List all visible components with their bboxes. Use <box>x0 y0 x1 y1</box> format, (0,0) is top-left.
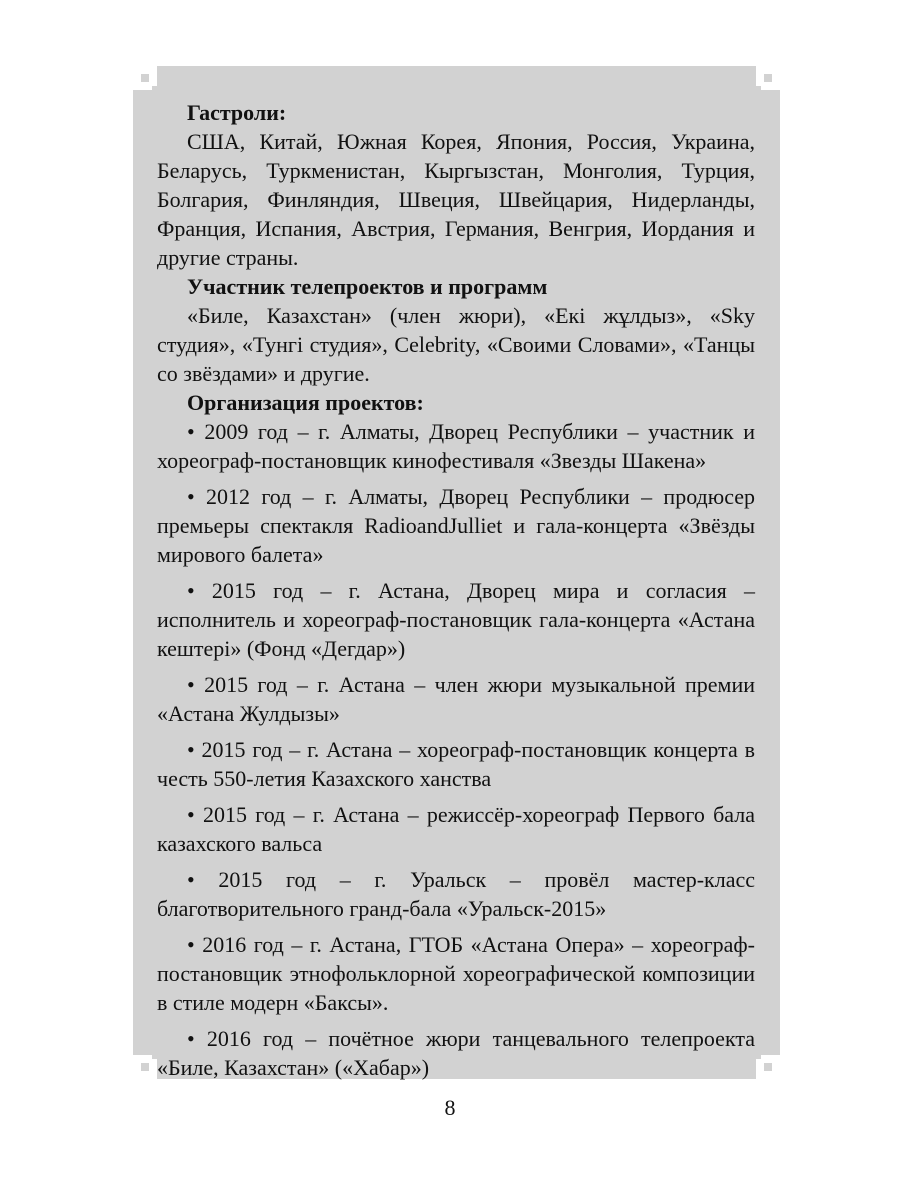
tv-text: «Биле, Казахстан» (член жюри), «Екі жұлдыз», «Sky студия», «Тунгі студия», Celebrity, «Своими Словами», «Танцы со звёздами» и другие. <box>157 303 755 386</box>
projects-heading: Организация проектов: <box>187 390 424 415</box>
project-item: • 2016 год – г. Астана, ГТОБ «Астана Опера» – хореограф-постановщик этнофольклорной хореографической композиции в стиле модерн «Баксы». <box>157 932 755 1015</box>
corner-ornament <box>152 86 158 92</box>
project-item: • 2015 год – г. Астана, Дворец мира и согласия – исполнитель и хореограф-постановщик гала-концерта «Астана кештері» (Фонд «Дегдар») <box>157 578 755 661</box>
project-item: • 2016 год – почётное жюри танцевального телепроекта «Биле, Казахстан» («Хабар») <box>157 1026 755 1080</box>
project-item: • 2015 год – г. Уральск – провёл мастер-класс благотворительного гранд-бала «Уральск-2015» <box>157 867 755 921</box>
page-number: 8 <box>444 1095 456 1120</box>
tv-heading: Участник телепроектов и программ <box>187 274 548 299</box>
corner-ornament <box>755 86 761 92</box>
project-item: • 2015 год – г. Астана – режиссёр-хореограф Первого бала казахского вальса <box>157 802 755 856</box>
corner-ornament <box>764 74 772 82</box>
corner-ornament <box>764 1063 772 1071</box>
project-item: • 2012 год – г. Алматы, Дворец Республики – продюсер премьеры спектакля RadioandJulliet и гала-концерта «Звёзды мирового балета» <box>157 484 755 567</box>
corner-ornament <box>755 1053 761 1059</box>
tours-text: США, Китай, Южная Корея, Япония, Россия, Украина, Беларусь, Туркменистан, Кыргызстан, Монголия, Турция, Болгария, Финляндия, Швеция, Швейцария, Нидерланды, Франция, Испания, Австрия, Германия, Венгрия, Иордания и другие страны. <box>157 129 755 270</box>
document-body <box>157 98 755 1082</box>
tours-heading: Гастроли: <box>187 100 287 125</box>
project-item: • 2015 год – г. Астана – хореограф-постановщик концерта в честь 550-летия Казахского ханства <box>157 737 755 791</box>
corner-ornament <box>141 1063 149 1071</box>
project-item: • 2015 год – г. Астана – член жюри музыкальной премии «Астана Жулдызы» <box>157 672 755 726</box>
project-item: • 2009 год – г. Алматы, Дворец Республики – участник и хореограф-постановщик кинофестиваля «Звезды Шакена» <box>157 419 755 473</box>
corner-ornament <box>141 74 149 82</box>
